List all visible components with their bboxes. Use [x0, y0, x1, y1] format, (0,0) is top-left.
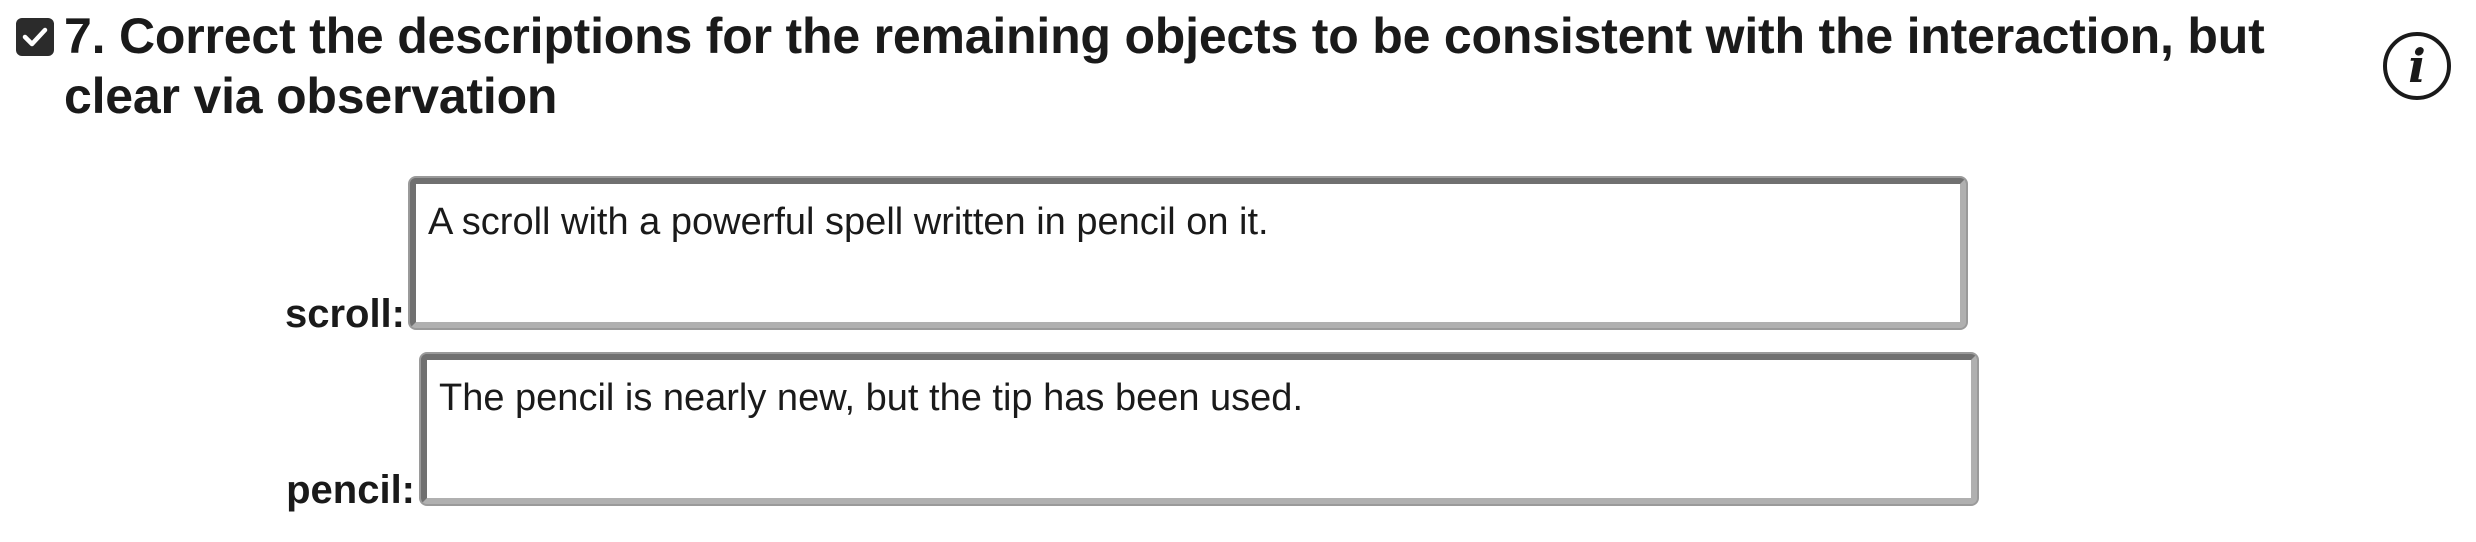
pencil-description-field[interactable] [421, 354, 1977, 504]
completed-checkbox[interactable] [16, 18, 54, 56]
info-icon[interactable]: i [2383, 32, 2451, 100]
scroll-label: scroll: [284, 292, 405, 336]
checkmark-icon [22, 25, 48, 49]
question-title: 7. Correct the descriptions for the remaining objects to be consistent with the interaction, but clear via observation [64, 8, 2265, 124]
pencil-label: pencil: [286, 468, 415, 512]
scroll-description-field[interactable] [410, 178, 1966, 328]
